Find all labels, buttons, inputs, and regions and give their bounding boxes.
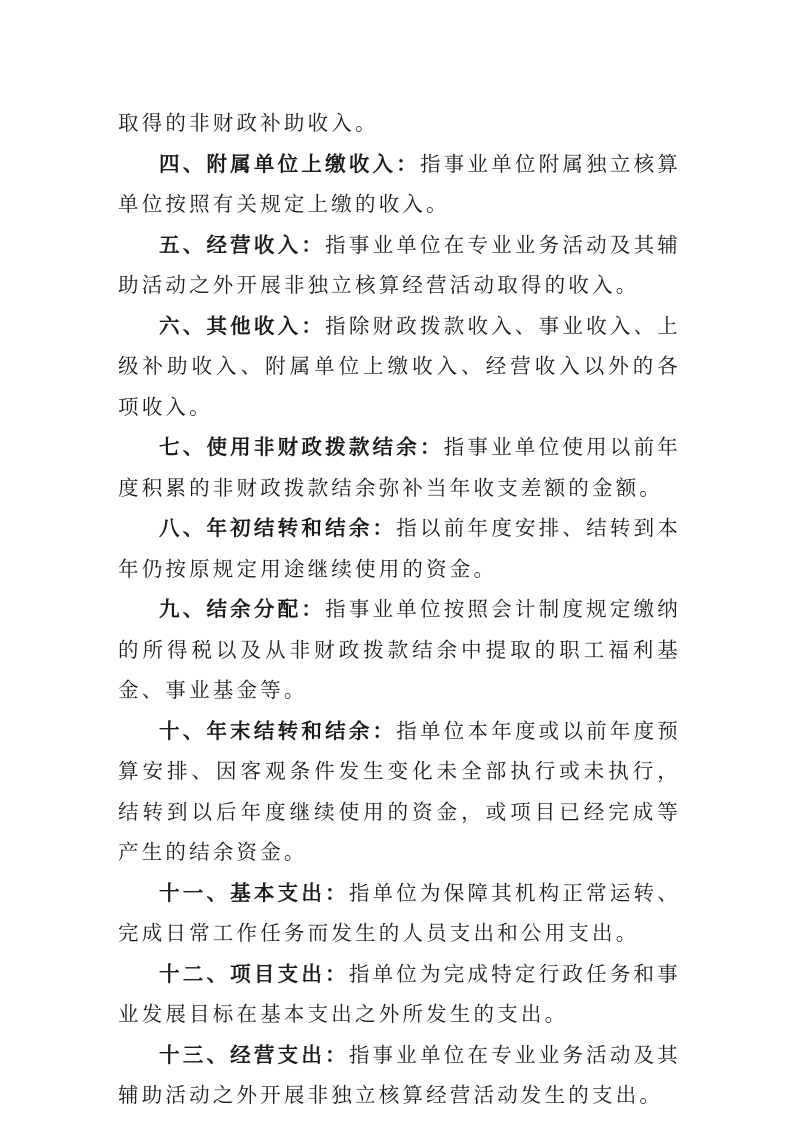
definition-term: 十一、基本支出： [159, 880, 349, 905]
definition-term: 七、使用非财政拨款结余： [159, 435, 444, 459]
definition-item [118, 589, 681, 711]
definition-term: 十、年末结转和结余： [159, 718, 397, 743]
definition-item [118, 427, 681, 508]
definition-term: 十三、经营支出： [159, 1042, 349, 1067]
definition-desc: 指事业单位使用以前年度积累的非财政拨款结余弥补当年收支差额的金额。 [118, 435, 682, 500]
definition-item [118, 144, 681, 225]
definition-term: 六、其他收入： [159, 313, 326, 338]
definition-term: 八、年初结转和结余： [159, 516, 397, 540]
definition-term: 十二、项目支出： [159, 961, 349, 986]
definition-desc: 指事业单位附属独立核算单位按照有关规定上缴的收入。 [118, 151, 681, 216]
definition-desc: 指除财政拨款收入、事业收入、上级补助收入、附属单位上缴收入、经营收入以外的各项收入。 [118, 313, 682, 419]
definition-term: 九、结余分配： [159, 597, 326, 621]
definition-desc: 指单位为完成特定行政任务和事业发展目标在基本支出之外所发生的支出。 [118, 961, 681, 1026]
document-page [118, 103, 681, 1116]
definition-desc: 指单位为保障其机构正常运转、完成日常工作任务而发生的人员支出和公用支出。 [118, 880, 681, 945]
definition-desc: 指事业单位在专业业务活动及其辅助活动之外开展非独立核算经营活动取得的收入。 [118, 232, 682, 297]
definition-desc: 指事业单位按照会计制度规定缴纳的所得税以及从非财政拨款结余中提取的职工福利基金、事业基金等。 [118, 597, 682, 702]
intro-continuation: 取得的非财政补助收入。 [118, 111, 379, 135]
definition-desc: 指事业单位在专业业务活动及其辅助活动之外开展非独立核算经营活动发生的支出。 [118, 1042, 681, 1107]
definition-term: 五、经营收入： [159, 232, 326, 257]
definition-item [118, 711, 681, 873]
definition-term: 四、附属单位上缴收入： [159, 151, 421, 176]
definition-item [118, 508, 681, 589]
definition-item [118, 225, 681, 306]
definition-item [118, 1035, 681, 1116]
definition-desc: 指单位本年度或以前年度预算安排、因客观条件发生变化未全部执行或未执行，结转到以后年度继续使用的资金，或项目已经完成等产生的结余资金。 [118, 718, 682, 864]
definition-item [118, 306, 681, 428]
definition-item [118, 954, 681, 1035]
definition-item [118, 873, 681, 954]
definition-desc: 指以前年度安排、结转到本年仍按原规定用途继续使用的资金。 [118, 516, 682, 581]
